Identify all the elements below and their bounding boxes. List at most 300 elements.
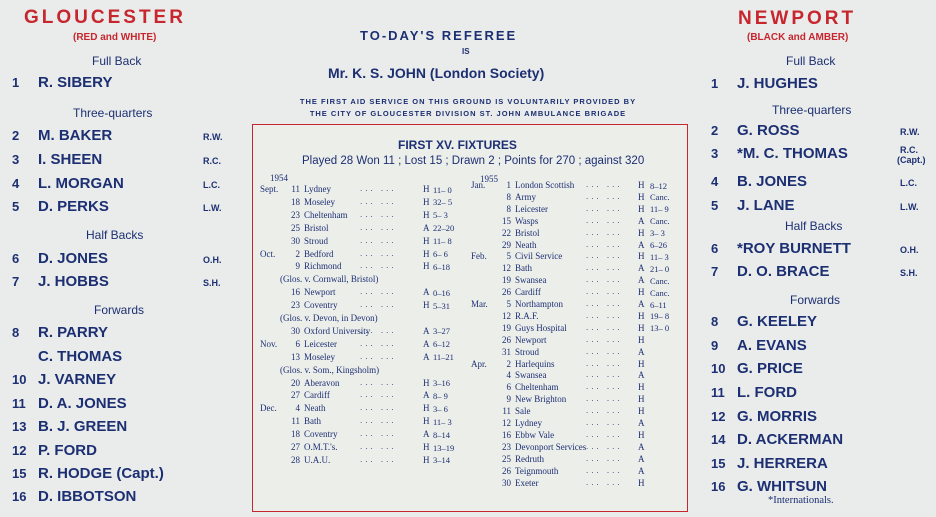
fixture-row <box>471 394 566 404</box>
fixture-leader-dots: ... ... <box>586 263 623 273</box>
fixture-home-away: A <box>638 453 645 464</box>
fixture-home-away: H <box>423 209 430 220</box>
fixture-row <box>471 228 540 238</box>
fixture-leader-dots: ... ... <box>360 248 397 258</box>
fixture-leader-dots: ... ... <box>586 287 623 297</box>
fixture-row <box>471 263 532 273</box>
fixtures-year-1955: 1955 <box>480 174 498 184</box>
fixture-score: 3– 6 <box>433 403 448 414</box>
fixture-home-away: H <box>423 196 430 207</box>
player-name: D. O. BRACE <box>737 263 830 280</box>
fixture-home-away: H <box>638 227 645 238</box>
fixture-score: 5–31 <box>433 300 450 311</box>
fixture-day: 26 <box>502 334 511 345</box>
fixture-row <box>471 382 559 392</box>
fixture-day: 12 <box>502 418 511 428</box>
gloucester-player <box>12 442 97 459</box>
fixture-row <box>260 442 337 452</box>
newport-player <box>711 455 828 472</box>
fixture-day: 30 <box>502 477 511 488</box>
fixture-day: 8 <box>506 203 511 214</box>
fixture-leader-dots: ... ... <box>586 251 623 261</box>
fixture-opponent: Newport <box>515 334 547 345</box>
fixture-month: Nov. <box>260 338 278 349</box>
fixture-score: 6–18 <box>433 261 450 272</box>
newport-player <box>711 478 827 495</box>
fixture-home-away: H <box>423 377 430 388</box>
fixture-day: 5 <box>506 299 511 309</box>
fixture-home-away: A <box>423 429 430 440</box>
fixture-home-away: H <box>638 310 645 321</box>
fixture-row <box>471 299 563 309</box>
fixture-day: 12 <box>502 263 511 274</box>
fixture-day: 8 <box>506 191 511 202</box>
referee-name: Mr. K. S. JOHN (London Society) <box>328 65 545 81</box>
player-position: R.C. <box>900 145 918 155</box>
fixture-leader-dots: ... ... <box>360 235 397 245</box>
gloucester-player <box>12 127 112 144</box>
fixture-home-away: H <box>423 442 430 452</box>
fixture-day: 9 <box>506 394 511 405</box>
gloucester-colors: (RED and WHITE) <box>73 32 157 43</box>
player-number: 6 <box>12 251 20 266</box>
player-number: 1 <box>711 76 719 91</box>
fixture-row <box>260 339 337 349</box>
newport-colors: (BLACK and AMBER) <box>747 32 849 43</box>
fixture-day: 23 <box>291 300 300 311</box>
fixture-home-away: A <box>638 275 645 286</box>
player-number: 5 <box>12 199 20 214</box>
player-number: 11 <box>711 385 725 400</box>
newport-player <box>711 263 830 280</box>
newport-player <box>711 240 851 257</box>
fixture-home-away: A <box>638 346 645 357</box>
fixture-opponent: Cardiff <box>304 390 330 401</box>
fixture-row <box>260 197 335 207</box>
fixture-opponent: Bristol <box>515 227 540 238</box>
gloucester-player <box>12 348 122 365</box>
fixture-row <box>471 370 547 380</box>
fixture-home-away: A <box>423 338 430 349</box>
player-name: D. IBBOTSON <box>38 488 137 505</box>
player-number: 10 <box>711 361 726 376</box>
player-name: D. PERKS <box>38 198 109 215</box>
fixture-home-away: H <box>638 382 645 393</box>
player-number: 16 <box>711 479 726 494</box>
fixture-score: 21– 0 <box>650 263 670 274</box>
player-number: 2 <box>711 123 719 138</box>
fixture-leader-dots: ... ... <box>586 299 623 308</box>
newport-player <box>711 313 817 330</box>
newport-player <box>711 384 797 401</box>
gloucester-player <box>12 395 127 412</box>
fixture-opponent: Aberavon <box>304 377 340 388</box>
fixture-home-away: H <box>638 203 645 214</box>
fixture-score: 32– 5 <box>433 197 453 208</box>
fixture-month: Feb. <box>471 251 487 262</box>
player-number: 3 <box>12 152 20 167</box>
fixture-score: 8–14 <box>433 429 450 440</box>
gloucester-section-forwards: Forwards <box>94 303 145 317</box>
fixture-row <box>471 192 536 202</box>
fixture-leader-dots: ... ... <box>586 215 623 225</box>
fixture-row <box>471 347 539 357</box>
gloucester-section-fullback: Full Back <box>92 54 142 68</box>
fixture-row <box>260 287 336 297</box>
fixture-leader-dots: ... ... <box>586 334 623 344</box>
gloucester-section-threequarters: Three-quarters <box>73 106 153 120</box>
fixture-day: 13 <box>291 351 300 362</box>
fixture-opponent: Cheltenham <box>304 209 348 220</box>
fixture-row <box>471 180 574 190</box>
player-position: R.C. <box>203 156 221 166</box>
fixture-home-away: H <box>638 358 645 369</box>
fixture-score: Canc. <box>650 192 670 203</box>
player-number: 4 <box>711 174 719 189</box>
fixture-row <box>471 478 538 488</box>
fixture-score: 11–21 <box>433 352 454 363</box>
fixture-row <box>471 430 554 440</box>
fixture-home-away: A <box>423 351 430 362</box>
fixture-row <box>471 418 542 428</box>
fixture-day: 18 <box>291 196 300 207</box>
fixture-leader-dots: ... ... <box>586 418 623 427</box>
fixture-home-away: H <box>423 248 430 259</box>
player-number: 14 <box>711 432 726 447</box>
fixture-home-away: A <box>638 299 645 309</box>
fixture-leader-dots: ... ... <box>360 390 397 400</box>
fixture-day: 23 <box>291 209 300 220</box>
player-number: 2 <box>12 128 20 143</box>
fixture-home-away: A <box>638 370 645 381</box>
fixtures-title: FIRST XV. FIXTURES <box>398 138 517 152</box>
fixture-home-away: H <box>423 235 430 246</box>
player-name: M. BAKER <box>38 127 113 144</box>
player-name: G. PRICE <box>737 360 803 377</box>
player-position: R.W. <box>900 127 920 137</box>
fixture-leader-dots: ... ... <box>360 454 397 464</box>
fixture-opponent: Army <box>515 191 536 202</box>
fixture-opponent: Teignmouth <box>515 465 559 476</box>
player-position: O.H. <box>203 255 222 265</box>
fixture-home-away: A <box>638 441 645 452</box>
fixture-opponent: Newport <box>304 287 336 298</box>
fixture-row <box>260 210 348 220</box>
fixture-opponent: Wasps <box>515 215 539 226</box>
player-number: 6 <box>711 241 719 256</box>
player-position: S.H. <box>900 268 918 278</box>
fixture-leader-dots: ... ... <box>586 441 623 451</box>
fixture-leader-dots: ... ... <box>360 377 397 387</box>
player-name: I. SHEEN <box>38 151 103 168</box>
fixture-home-away: A <box>638 215 645 226</box>
player-name: A. EVANS <box>737 337 807 354</box>
player-name: R. PARRY <box>38 324 109 341</box>
player-position: L.W. <box>203 203 222 213</box>
fixture-row <box>260 326 370 336</box>
fixture-row <box>471 359 555 369</box>
fixture-opponent: Stroud <box>304 235 329 246</box>
first-aid-line-2: THE CITY OF GLOUCESTER DIVISION ST. JOHN AMBULANCE BRIGADE <box>309 109 627 118</box>
first-aid-notice <box>250 96 686 120</box>
fixture-row <box>260 236 328 246</box>
player-number: 13 <box>12 419 27 434</box>
fixture-opponent: Leicester <box>304 338 337 349</box>
fixture-row <box>260 223 329 233</box>
fixture-day: 28 <box>291 454 300 465</box>
player-number: 3 <box>711 146 719 161</box>
fixture-row <box>471 204 548 214</box>
fixture-opponent: Moseley <box>304 351 335 362</box>
fixture-note: (Glos. v. Devon, in Devon) <box>280 313 378 323</box>
fixture-day: 6 <box>295 338 300 349</box>
fixtures-summary: Played 28 Won 11 ; Lost 15 ; Drawn 2 ; Points for 270 ; against 320 <box>302 155 645 167</box>
player-number: 12 <box>711 409 726 424</box>
fixture-home-away: H <box>638 334 645 345</box>
fixture-score: 11– 3 <box>650 251 669 262</box>
fixture-leader-dots: ... ... <box>360 196 397 206</box>
fixture-home-away: H <box>638 191 645 202</box>
fixture-home-away: H <box>638 394 645 405</box>
fixture-opponent: Leicester <box>515 203 548 214</box>
fixture-row <box>260 429 338 439</box>
fixture-opponent: Sale <box>515 406 531 417</box>
fixture-day: 20 <box>291 377 300 388</box>
fixture-opponent: Coventry <box>304 300 338 311</box>
gloucester-player <box>12 74 112 91</box>
fixture-day: 6 <box>506 382 511 393</box>
fixture-day: 25 <box>502 453 511 464</box>
fixture-day: 16 <box>502 429 511 440</box>
player-name: *ROY BURNETT <box>737 240 851 257</box>
fixture-opponent: Swansea <box>515 370 547 381</box>
fixture-row <box>260 249 334 259</box>
player-name: *M. C. THOMAS <box>737 145 848 162</box>
fixture-opponent: Moseley <box>304 196 335 207</box>
fixture-row <box>471 406 531 416</box>
player-number: 5 <box>711 198 719 213</box>
player-number: 8 <box>711 314 719 329</box>
fixture-leader-dots: ... ... <box>360 209 397 219</box>
player-name: J. HUGHES <box>737 75 818 92</box>
player-number: 16 <box>12 489 27 504</box>
fixture-score: 8–12 <box>650 180 667 191</box>
player-position: O.H. <box>900 245 919 255</box>
player-name: J. LANE <box>737 197 795 214</box>
fixture-day: 26 <box>502 465 511 476</box>
fixture-opponent: Neath <box>515 239 537 250</box>
newport-footnote: *Internationals. <box>768 495 834 506</box>
fixture-leader-dots: ... ... <box>360 287 397 297</box>
newport-section-halfbacks: Half Backs <box>785 219 843 233</box>
player-number: 9 <box>711 338 719 353</box>
fixture-opponent: Guys Hospital <box>515 322 567 333</box>
fixture-leader-dots: ... ... <box>586 203 623 213</box>
fixture-home-away: A <box>423 222 430 233</box>
fixture-leader-dots: ... ... <box>360 351 397 361</box>
fixture-leader-dots: ... ... <box>360 222 397 232</box>
newport-section-forwards: Forwards <box>790 293 841 307</box>
fixture-row <box>260 403 326 413</box>
fixture-month: Oct. <box>260 248 276 259</box>
newport-player <box>711 431 843 448</box>
fixture-row <box>471 216 538 226</box>
fixture-score: 6– 6 <box>433 249 448 259</box>
fixture-home-away: A <box>638 263 645 274</box>
fixture-opponent: O.M.T.'s. <box>304 442 338 452</box>
fixture-day: 19 <box>502 275 511 286</box>
player-name: J. HOBBS <box>38 273 109 290</box>
fixture-score: 3–27 <box>433 326 450 337</box>
fixture-home-away: H <box>423 416 430 427</box>
fixture-day: 15 <box>502 215 511 226</box>
gloucester-player <box>12 418 127 435</box>
fixture-home-away: A <box>638 465 645 476</box>
fixture-day: 4 <box>506 370 511 381</box>
fixture-row <box>471 311 539 321</box>
fixture-score: Canc. <box>650 275 670 286</box>
fixture-day: 23 <box>502 441 511 452</box>
referee-is: IS <box>462 47 470 56</box>
fixture-leader-dots: ... ... <box>360 442 397 451</box>
fixture-opponent: Stroud <box>515 346 540 357</box>
fixture-leader-dots: ... ... <box>586 191 623 201</box>
fixture-day: 4 <box>295 403 300 414</box>
fixture-row <box>260 184 331 194</box>
newport-player <box>711 360 803 377</box>
fixture-leader-dots: ... ... <box>586 239 623 249</box>
player-name: G. MORRIS <box>737 408 818 425</box>
player-number: 4 <box>12 176 20 191</box>
fixture-leader-dots: ... ... <box>586 477 623 487</box>
fixture-opponent: Bath <box>515 263 532 274</box>
fixture-score: 11– 8 <box>433 236 452 247</box>
player-number: 15 <box>12 466 27 481</box>
fixture-home-away: H <box>638 180 645 190</box>
gloucester-player <box>12 273 109 290</box>
newport-player <box>711 122 800 139</box>
fixture-opponent: Oxford University <box>304 325 371 336</box>
fixture-row <box>471 442 586 452</box>
fixture-day: 29 <box>502 239 511 250</box>
fixture-day: 19 <box>502 322 511 333</box>
fixture-opponent: Lydney <box>515 418 542 428</box>
fixture-opponent: Redruth <box>515 453 544 464</box>
fixture-leader-dots: ... ... <box>360 403 397 413</box>
fixture-home-away: H <box>638 406 645 417</box>
fixture-opponent: Bath <box>304 416 321 427</box>
fixture-note: (Glos. v. Som., Kingsholm) <box>280 364 380 375</box>
player-number: 7 <box>12 274 20 289</box>
fixture-day: 30 <box>291 325 300 336</box>
fixture-leader-dots: ... ... <box>360 429 397 439</box>
fixture-score: 11– 3 <box>433 416 452 427</box>
newport-section-threequarters: Three-quarters <box>772 103 852 117</box>
player-name: J. VARNEY <box>38 371 117 388</box>
player-name: D. ACKERMAN <box>737 431 844 448</box>
fixture-row <box>260 300 338 310</box>
player-number: 8 <box>12 325 20 340</box>
fixture-opponent: Exeter <box>515 477 539 488</box>
fixture-score: 8– 9 <box>433 390 448 401</box>
fixture-home-away: A <box>423 287 430 298</box>
fixture-opponent: Neath <box>304 403 326 414</box>
player-name: P. FORD <box>38 442 97 459</box>
gloucester-title: GLOUCESTER <box>24 7 186 28</box>
fixture-day: 30 <box>291 235 300 246</box>
newport-section-fullback: Full Back <box>786 54 836 68</box>
fixture-day: 22 <box>502 227 511 238</box>
gloucester-player <box>12 151 102 168</box>
fixture-leader-dots: ... ... <box>360 261 397 271</box>
fixture-opponent: Cardiff <box>515 287 541 298</box>
fixture-row <box>260 455 330 465</box>
player-position: R.W. <box>203 132 223 142</box>
fixture-day: 31 <box>502 346 511 357</box>
fixture-day: 26 <box>502 287 511 298</box>
fixture-score: 3–14 <box>433 455 450 466</box>
fixture-opponent: Devonport Services <box>515 441 587 452</box>
fixture-home-away: H <box>423 184 430 194</box>
gloucester-player <box>12 324 108 341</box>
fixture-month: Jan. <box>471 180 486 190</box>
fixture-home-away: H <box>423 300 430 311</box>
fixture-row <box>471 466 558 476</box>
player-name: D. JONES <box>38 250 109 267</box>
newport-player <box>711 75 818 92</box>
fixture-opponent: Ebbw Vale <box>515 429 555 440</box>
fixture-score: 3– 3 <box>650 228 665 239</box>
fixture-score: 11– 0 <box>433 184 452 195</box>
fixture-leader-dots: ... ... <box>586 275 623 285</box>
player-name: R. SIBERY <box>38 74 113 91</box>
fixture-month: Mar. <box>471 299 488 309</box>
player-name: L. MORGAN <box>38 175 124 192</box>
player-number: 15 <box>711 456 726 471</box>
fixture-day: 9 <box>295 261 300 272</box>
fixture-month: Dec. <box>260 403 277 414</box>
fixture-row <box>471 275 547 285</box>
player-position: L.C. <box>203 180 220 190</box>
player-name: G. ROSS <box>737 122 800 139</box>
fixture-opponent: Coventry <box>304 429 338 440</box>
fixture-opponent: Bedford <box>304 248 334 259</box>
fixture-day: 12 <box>502 310 511 321</box>
fixture-score: 3–16 <box>433 378 450 388</box>
player-name: B. JONES <box>737 173 808 190</box>
fixture-leader-dots: ... ... <box>586 465 623 475</box>
fixture-row <box>260 390 330 400</box>
fixture-home-away: A <box>638 239 645 250</box>
fixture-score: 22–20 <box>433 223 455 234</box>
fixture-opponent: R.A.F. <box>515 310 539 321</box>
fixture-row <box>260 378 340 388</box>
fixture-leader-dots: ... ... <box>586 322 623 332</box>
fixture-day: 18 <box>291 429 300 440</box>
player-position: L.W. <box>900 202 919 212</box>
player-name: L. FORD <box>737 384 797 401</box>
fixture-day: 11 <box>502 406 511 417</box>
fixture-leader-dots: ... ... <box>586 346 623 356</box>
fixture-opponent: Civil Service <box>515 251 563 262</box>
fixtures-year-1954: 1954 <box>270 173 288 183</box>
newport-player <box>711 337 807 354</box>
fixture-home-away: H <box>638 429 645 440</box>
fixture-opponent: Swansea <box>515 275 547 286</box>
fixture-leader-dots: ... ... <box>586 180 623 189</box>
player-number: 7 <box>711 264 719 279</box>
fixture-leader-dots: ... ... <box>586 406 623 416</box>
